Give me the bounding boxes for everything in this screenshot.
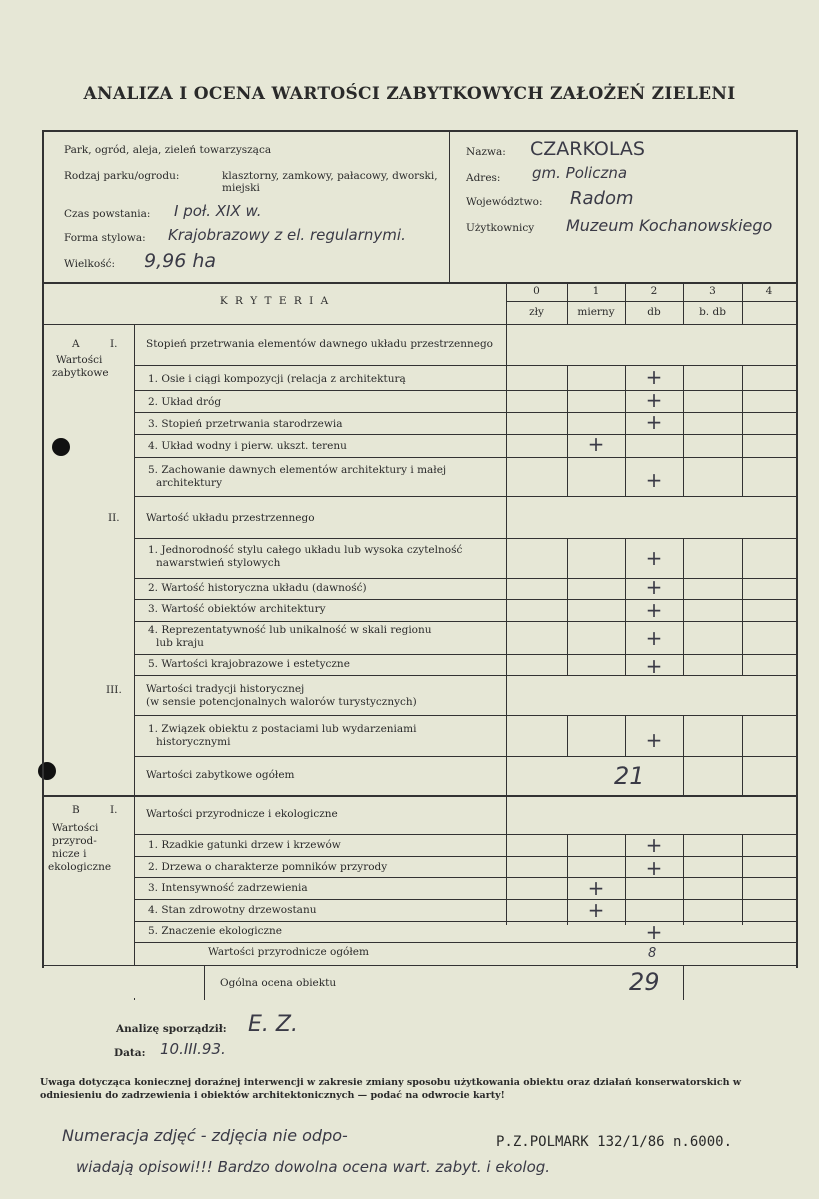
section-a-total-value: 21 (614, 762, 645, 790)
rodzaj-label: Rodzaj parku/ogrodu: (64, 170, 180, 182)
data-label: Data: (114, 1047, 146, 1059)
page-title: ANALIZA I OCENA WARTOŚCI ZABYTKOWYCH ZAŁOŻEŃ ZIELENI (83, 84, 736, 104)
wojewodztwo-label: Województwo: (466, 196, 543, 208)
section-a-roman-iii: III. (106, 684, 122, 696)
section-b-name-4: ekologiczne (48, 861, 112, 873)
section-b-name-3: nicze i (52, 848, 87, 860)
mark-a1-4: + (587, 432, 605, 456)
park-type-line: Park, ogród, aleja, zieleń towarzysząca (64, 144, 272, 156)
criterion-a1-5: 5. Zachowanie dawnych elementów architektury i małej (148, 464, 447, 476)
mark-a2-4: + (645, 626, 663, 650)
wojewodztwo-value: Radom (570, 188, 634, 209)
section-a-iii-heading-2: (w sensie potencjonalnych walorów turystycznych) (146, 696, 417, 708)
analiza-signature: E. Z. (248, 1012, 298, 1037)
mark-a2-2: + (645, 575, 663, 599)
criterion-a1-1: 1. Osie i ciągi kompozycji (relacja z architekturą (148, 373, 406, 385)
mark-b1-5: + (645, 920, 663, 944)
overall-value: 29 (629, 968, 660, 996)
score-3-word: b. db (699, 306, 726, 318)
data-value: 10.III.93. (160, 1040, 226, 1058)
nazwa-label: Nazwa: (466, 146, 506, 158)
rodzaj-options: klasztorny, zamkowy, pałacowy, dworski, (222, 170, 438, 182)
criterion-b1-4: 4. Stan zdrowotny drzewostanu (148, 904, 317, 916)
section-b-i-heading: Wartości przyrodnicze i ekologiczne (146, 808, 338, 820)
handwritten-note-2: wiadają opisowi!!! Bardzo dowolna ocena wart. zabyt. i ekolog. (76, 1158, 551, 1176)
printer-imprint: P.Z.POLMARK 132/1/86 n.6000. (496, 1134, 733, 1150)
mark-a1-1: + (645, 365, 663, 389)
mark-a3-1: + (645, 728, 663, 752)
section-a-ii-heading: Wartość układu przestrzennego (146, 512, 315, 524)
section-b-total-label: Wartości przyrodnicze ogółem (208, 946, 369, 958)
adres-value: gm. Policzna (532, 164, 628, 182)
section-b-name-2: przyrod- (52, 835, 97, 847)
criterion-a1-2: 2. Układ dróg (148, 396, 222, 408)
forma-value: Krajobrazowy z el. regularnymi. (168, 226, 406, 244)
analiza-label: Analizę sporządził: (116, 1023, 227, 1035)
score-0-word: zły (529, 306, 544, 318)
score-3-num: 3 (709, 285, 716, 297)
criterion-a2-5: 5. Wartości krajobrazowe i estetyczne (148, 658, 350, 670)
section-b-code: B (72, 804, 80, 816)
mark-a2-1: + (645, 546, 663, 570)
section-b-name-1: Wartości (52, 822, 99, 834)
mark-b1-3: + (587, 876, 605, 900)
criterion-a3-1-cont: historycznymi (156, 736, 231, 748)
rodzaj-options-2: miejski (222, 182, 260, 194)
nazwa-value: CZARKOLAS (530, 138, 645, 160)
criterion-a2-3: 3. Wartość obiektów architektury (148, 603, 326, 615)
score-2-word: db (647, 306, 661, 318)
section-a-name-1: Wartości (56, 354, 103, 366)
criterion-b1-3: 3. Intensywność zadrzewienia (148, 882, 308, 894)
adres-label: Adres: (466, 172, 501, 184)
score-1-num: 1 (592, 285, 600, 297)
section-a-code: A (72, 338, 80, 350)
section-a-total-label: Wartości zabytkowe ogółem (146, 769, 295, 781)
uzytkownicy-value: Muzeum Kochanowskiego (566, 216, 773, 235)
mark-b1-1: + (645, 833, 663, 857)
criterion-a1-3: 3. Stopień przetrwania starodrzewia (148, 418, 343, 430)
criterion-b1-1: 1. Rzadkie gatunki drzew i krzewów (148, 839, 341, 851)
wielkosc-value: 9,96 ha (144, 250, 217, 272)
mark-a2-3: + (645, 598, 663, 622)
section-a-name-2: zabytkowe (52, 367, 109, 379)
czas-label: Czas powstania: (64, 208, 151, 220)
section-a-roman-ii: II. (108, 512, 120, 524)
criterion-a2-1-cont: nawarstwień stylowych (156, 557, 281, 569)
section-a-iii-heading: Wartości tradycji historycznej (146, 683, 305, 695)
handwritten-note-1: Numeracja zdjęć - zdjęcia nie odpo- (62, 1126, 348, 1145)
criterion-a2-4-cont: lub kraju (156, 637, 204, 649)
intervention-note: Uwaga dotycząca koniecznej doraźnej interwencji w zakresie zmiany sposobu użytkowania obiektu oraz działań konserwatorskich w odniesieniu do zadrzewienia i obiektów architektonicznych — podać na odwrocie karty! (40, 1077, 742, 1101)
score-4-num: 4 (765, 285, 773, 297)
wielkosc-label: Wielkość: (64, 258, 116, 270)
mark-a1-2: + (645, 388, 663, 412)
mark-a1-5: + (645, 468, 663, 492)
section-a-roman-i: I. (110, 338, 118, 350)
criterion-a1-5-cont: architektury (156, 477, 223, 489)
score-0-num: 0 (533, 285, 540, 297)
criterion-a1-4: 4. Układ wodny i pierw. ukszt. terenu (148, 440, 347, 452)
mark-b1-4: + (587, 898, 605, 922)
criterion-b1-2: 2. Drzewa o charakterze pomników przyrody (148, 861, 388, 873)
czas-value: I poł. XIX w. (174, 202, 262, 220)
criterion-a2-2: 2. Wartość historyczna układu (dawność) (148, 582, 367, 594)
criterion-a2-1: 1. Jednorodność stylu całego układu lub wysoka czytelność (148, 544, 463, 556)
overall-label: Ogólna ocena obiektu (220, 977, 337, 989)
uzytkownicy-label: Użytkownicy (466, 222, 535, 234)
kryteria-header: K R Y T E R I A (219, 295, 331, 307)
score-2-num: 2 (650, 285, 658, 297)
mark-b1-2: + (645, 856, 663, 880)
section-b-roman-i: I. (110, 804, 118, 816)
mark-a1-3: + (645, 410, 663, 434)
section-a-i-heading: Stopień przetrwania elementów dawnego układu przestrzennego (146, 338, 493, 350)
criterion-a2-4: 4. Reprezentatywność lub unikalność w skali regionu (148, 624, 432, 636)
mark-a2-5: + (645, 654, 663, 678)
criterion-a3-1: 1. Związek obiektu z postaciami lub wydarzeniami (148, 723, 417, 735)
section-b-total-value: 8 (648, 946, 657, 961)
score-1-word: mierny (577, 306, 615, 318)
form-frame (42, 130, 798, 996)
forma-label: Forma stylowa: (64, 232, 146, 244)
criterion-b1-5: 5. Znaczenie ekologiczne (148, 925, 283, 937)
